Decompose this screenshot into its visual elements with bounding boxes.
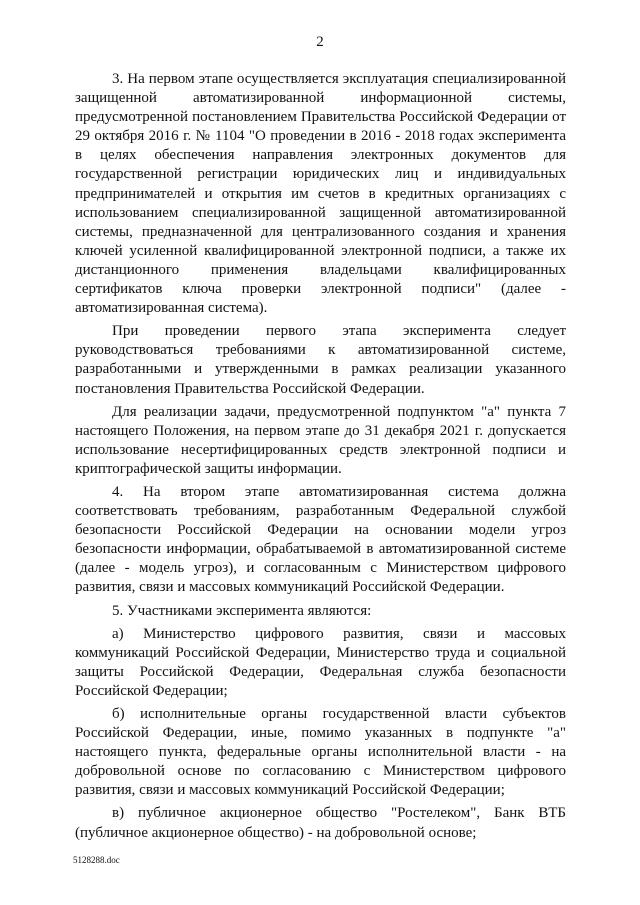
- paragraph-subitem-v: в) публичное акционерное общество "Ростелеком", Банк ВТБ (публичное акционерное общество) - на добровольной основе;: [75, 805, 566, 841]
- paragraph-subitem-b: б) исполнительные органы государственной власти субъектов Российской Федерации, иные, помимо указанных в подпункте "а" настоящего пункта, федеральные органы исполнительной власти - на добровольной основе по согласованию с Министерством цифрового развития, связи и массовых коммуникаций Российской Федерации;: [75, 706, 566, 799]
- paragraph-first-stage-guidance: При проведении первого этапа эксперимента следует руководствоваться требованиями к автоматизированной системе, разработанными и утвержденными в рамках реализации указанного постановления Правительства Российской Федерации.: [75, 323, 566, 397]
- paragraph-item-5: 5. Участниками эксперимента являются:: [112, 602, 372, 619]
- paragraph-subitem-a: а) Министерство цифрового развития, связи и массовых коммуникаций Российской Федерации, Министерство труда и социальной защиты Российской Федерации, Федеральная служба безопасности Российской Федерации;: [75, 625, 566, 699]
- paragraph-item-4: 4. На втором этапе автоматизированная система должна соответствовать требованиям, разработанным Федеральной службой безопасности Российской Федерации на основании модели угроз безопасности информации, обрабатываемой в автоматизированной системе (далее - модель угроз), и согласованным с Министерством цифрового развития, связи и массовых коммуникаций Российской Федерации.: [75, 483, 566, 596]
- document-body: [75, 70, 566, 847]
- paragraph-item-3: 3. На первом этапе осуществляется эксплуатация специализированной защищенной автоматизированной информационной системы, предусмотренной постановлением Правительства Российской Федерации от 29 октября 2016 г. № 1104 "О проведении в 2016 - 2018 годах эксперимента в целях обеспечения направления электронных документов для государственной регистрации юридических лиц и индивидуальных предпринимателей и открытия им счетов в кредитных организациях с использованием специализированной защищенной автоматизированной системы, предназначенной для централизованного создания и хранения ключей усиленной квалифицированной электронной подписи, а также их дистанционного применения владельцами квалифицированных сертификатов ключа проверки электронной подписи" (далее - автоматизированная система).: [75, 71, 566, 317]
- paragraph-uncertified-means: Для реализации задачи, предусмотренной подпунктом "а" пункта 7 настоящего Положения, на первом этапе до 31 декабря 2021 г. допускается использование несертифицированных средств электронной подписи и криптографической защиты информации.: [75, 403, 566, 477]
- footer-document-code: 5128288.doc: [73, 855, 120, 865]
- page-number: 2: [316, 34, 324, 50]
